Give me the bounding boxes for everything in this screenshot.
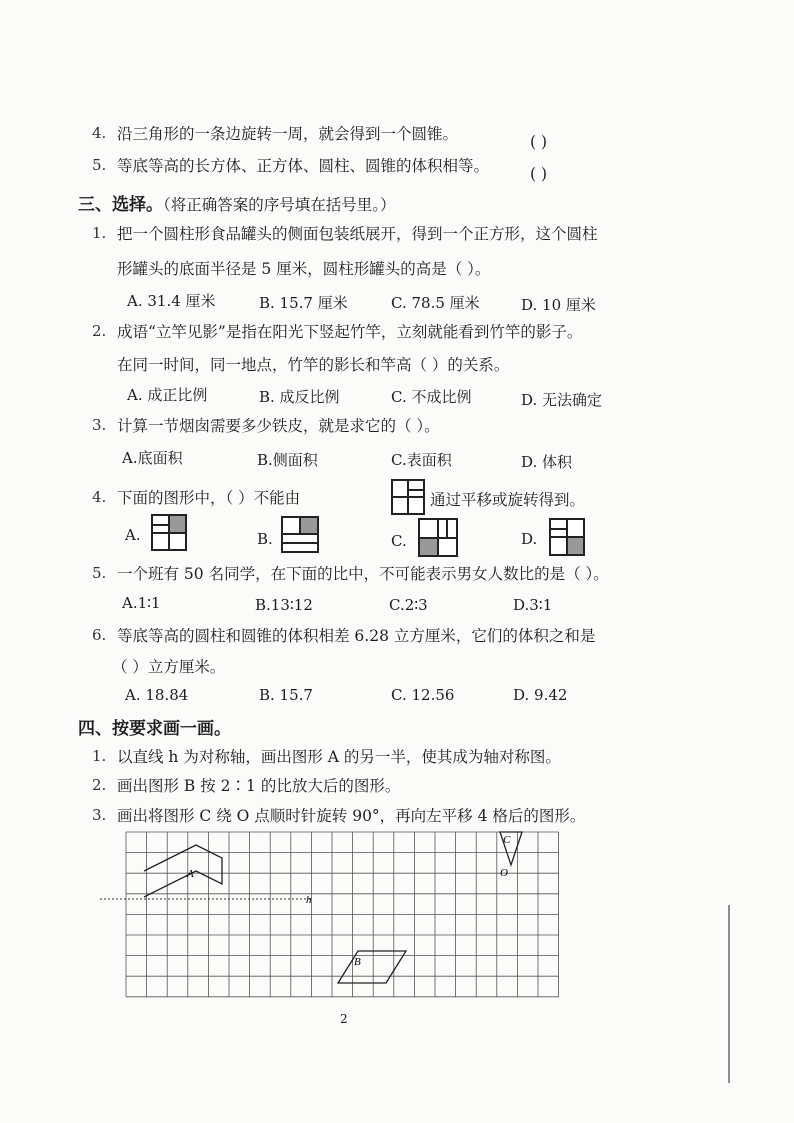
choice-2-option-d[interactable]: D. 无法确定 [521, 391, 603, 409]
page-number: 2 [340, 1012, 348, 1026]
grid-lines [126, 832, 559, 997]
judge-4-text: 沿三角形的一条边旋转一周，就会得到一个圆锥。 [117, 125, 459, 143]
draw-1-number: 1. [92, 747, 107, 765]
choice-6-option-b[interactable]: B. 15.7 [259, 686, 313, 704]
judge-5-number: 5. [92, 156, 107, 174]
choice-1-line-1: 把一个圆柱形食品罐头的侧面包装纸展开，得到一个正方形，这个圆柱 [117, 225, 598, 243]
draw-2-number: 2. [92, 776, 107, 794]
choice-2-option-b[interactable]: B. 成反比例 [259, 388, 340, 406]
choice-3-number: 3. [92, 416, 107, 434]
choice-3-option-a[interactable]: A.底面积 [122, 449, 183, 467]
choice-5-option-c[interactable]: C.2∶3 [389, 596, 428, 614]
judge-4-number: 4. [92, 124, 107, 142]
option-d-figure-icon [549, 518, 585, 556]
choice-1-line-2: 形罐头的底面半径是 5 厘米，圆柱形罐头的高是（ ）。 [117, 260, 491, 278]
choice-6-line-1: 等底等高的圆柱和圆锥的体积相差 6.28 立方厘米，它们的体积之和是 [117, 627, 596, 645]
choice-3-option-c[interactable]: C.表面积 [391, 451, 452, 469]
choice-4-option-d[interactable]: D. [521, 530, 538, 548]
draw-1-text: 以直线 h 为对称轴，画出图形 A 的另一半，使其成为轴对称图。 [117, 748, 561, 766]
judge-4-answer-blank[interactable]: ( ) [530, 133, 548, 151]
section-3-note: （将正确答案的序号填在括号里。） [163, 196, 396, 214]
choice-5-option-b[interactable]: B.13∶12 [255, 596, 313, 614]
choice-6-line-2: （ ）立方厘米。 [112, 658, 226, 676]
judge-5-answer-blank[interactable]: ( ) [530, 165, 548, 183]
drawing-grid[interactable] [100, 825, 560, 1005]
choice-5-line-1: 一个班有 50 名同学，在下面的比中，不可能表示男女人数比的是（ ）。 [117, 565, 609, 583]
choice-1-option-c[interactable]: C. 78.5 厘米 [391, 294, 480, 312]
label-c: C [503, 834, 511, 846]
choice-2-option-a[interactable]: A. 成正比例 [127, 386, 208, 404]
choice-1-option-a[interactable]: A. 31.4 厘米 [127, 292, 216, 310]
option-b-figure-icon [281, 516, 319, 553]
choice-6-number: 6. [92, 626, 107, 644]
choice-1-option-b[interactable]: B. 15.7 厘米 [259, 294, 348, 312]
choice-3-option-b[interactable]: B.侧面积 [257, 451, 318, 469]
choice-5-option-a[interactable]: A.1∶1 [122, 594, 161, 612]
draw-3-number: 3. [92, 806, 107, 824]
judge-5-text: 等底等高的长方体、正方体、圆柱、圆锥的体积相等。 [117, 157, 490, 175]
option-c-figure-icon [418, 518, 458, 557]
choice-4-option-a[interactable]: A. [125, 526, 141, 544]
draw-3-text: 画出将图形 C 绕 O 点顺时针旋转 90°，再向左平移 4 格后的图形。 [117, 807, 586, 825]
label-a: A [187, 868, 194, 880]
choice-6-option-a[interactable]: A. 18.84 [125, 686, 189, 704]
label-b: B [354, 956, 361, 968]
choice-1-option-d[interactable]: D. 10 厘米 [521, 296, 596, 314]
choice-4-line-1: 下面的图形中，（ ）不能由 [117, 489, 301, 507]
choice-2-number: 2. [92, 322, 107, 340]
choice-5-number: 5. [92, 564, 107, 582]
label-o: O [500, 867, 508, 879]
choice-3-line-1: 计算一节烟囱需要多少铁皮，就是求它的（ ）。 [117, 417, 440, 435]
choice-6-option-d[interactable]: D. 9.42 [513, 686, 568, 704]
choice-4-option-b[interactable]: B. [257, 530, 273, 548]
choice-3-option-d[interactable]: D. 体积 [521, 453, 573, 471]
reference-figure-icon [391, 479, 425, 515]
choice-4-option-c[interactable]: C. [391, 532, 407, 550]
section-4-title: 四、按要求画一画。 [78, 719, 231, 739]
section-3-heading [78, 190, 396, 215]
choice-2-option-c[interactable]: C. 不成比例 [391, 388, 472, 406]
draw-2-text: 画出图形 B 按 2∶1 的比放大后的图形。 [117, 777, 401, 795]
section-3-title: 三、选择。 [78, 195, 163, 215]
choice-4-number: 4. [92, 488, 107, 506]
label-h: h [306, 894, 312, 906]
choice-2-line-2: 在同一时间，同一地点，竹竿的影长和竿高（ ）的关系。 [117, 356, 510, 374]
choice-1-number: 1. [92, 224, 107, 242]
choice-5-option-d[interactable]: D.3∶1 [513, 596, 553, 614]
choice-6-option-c[interactable]: C. 12.56 [391, 686, 455, 704]
choice-4-line-2: 通过平移或旋转得到。 [430, 491, 586, 509]
option-a-figure-icon [151, 514, 187, 551]
scan-edge-mark [728, 905, 730, 1083]
choice-2-line-1: 成语“立竿见影”是指在阳光下竖起竹竿，立刻就能看到竹竿的影子。 [117, 323, 583, 341]
